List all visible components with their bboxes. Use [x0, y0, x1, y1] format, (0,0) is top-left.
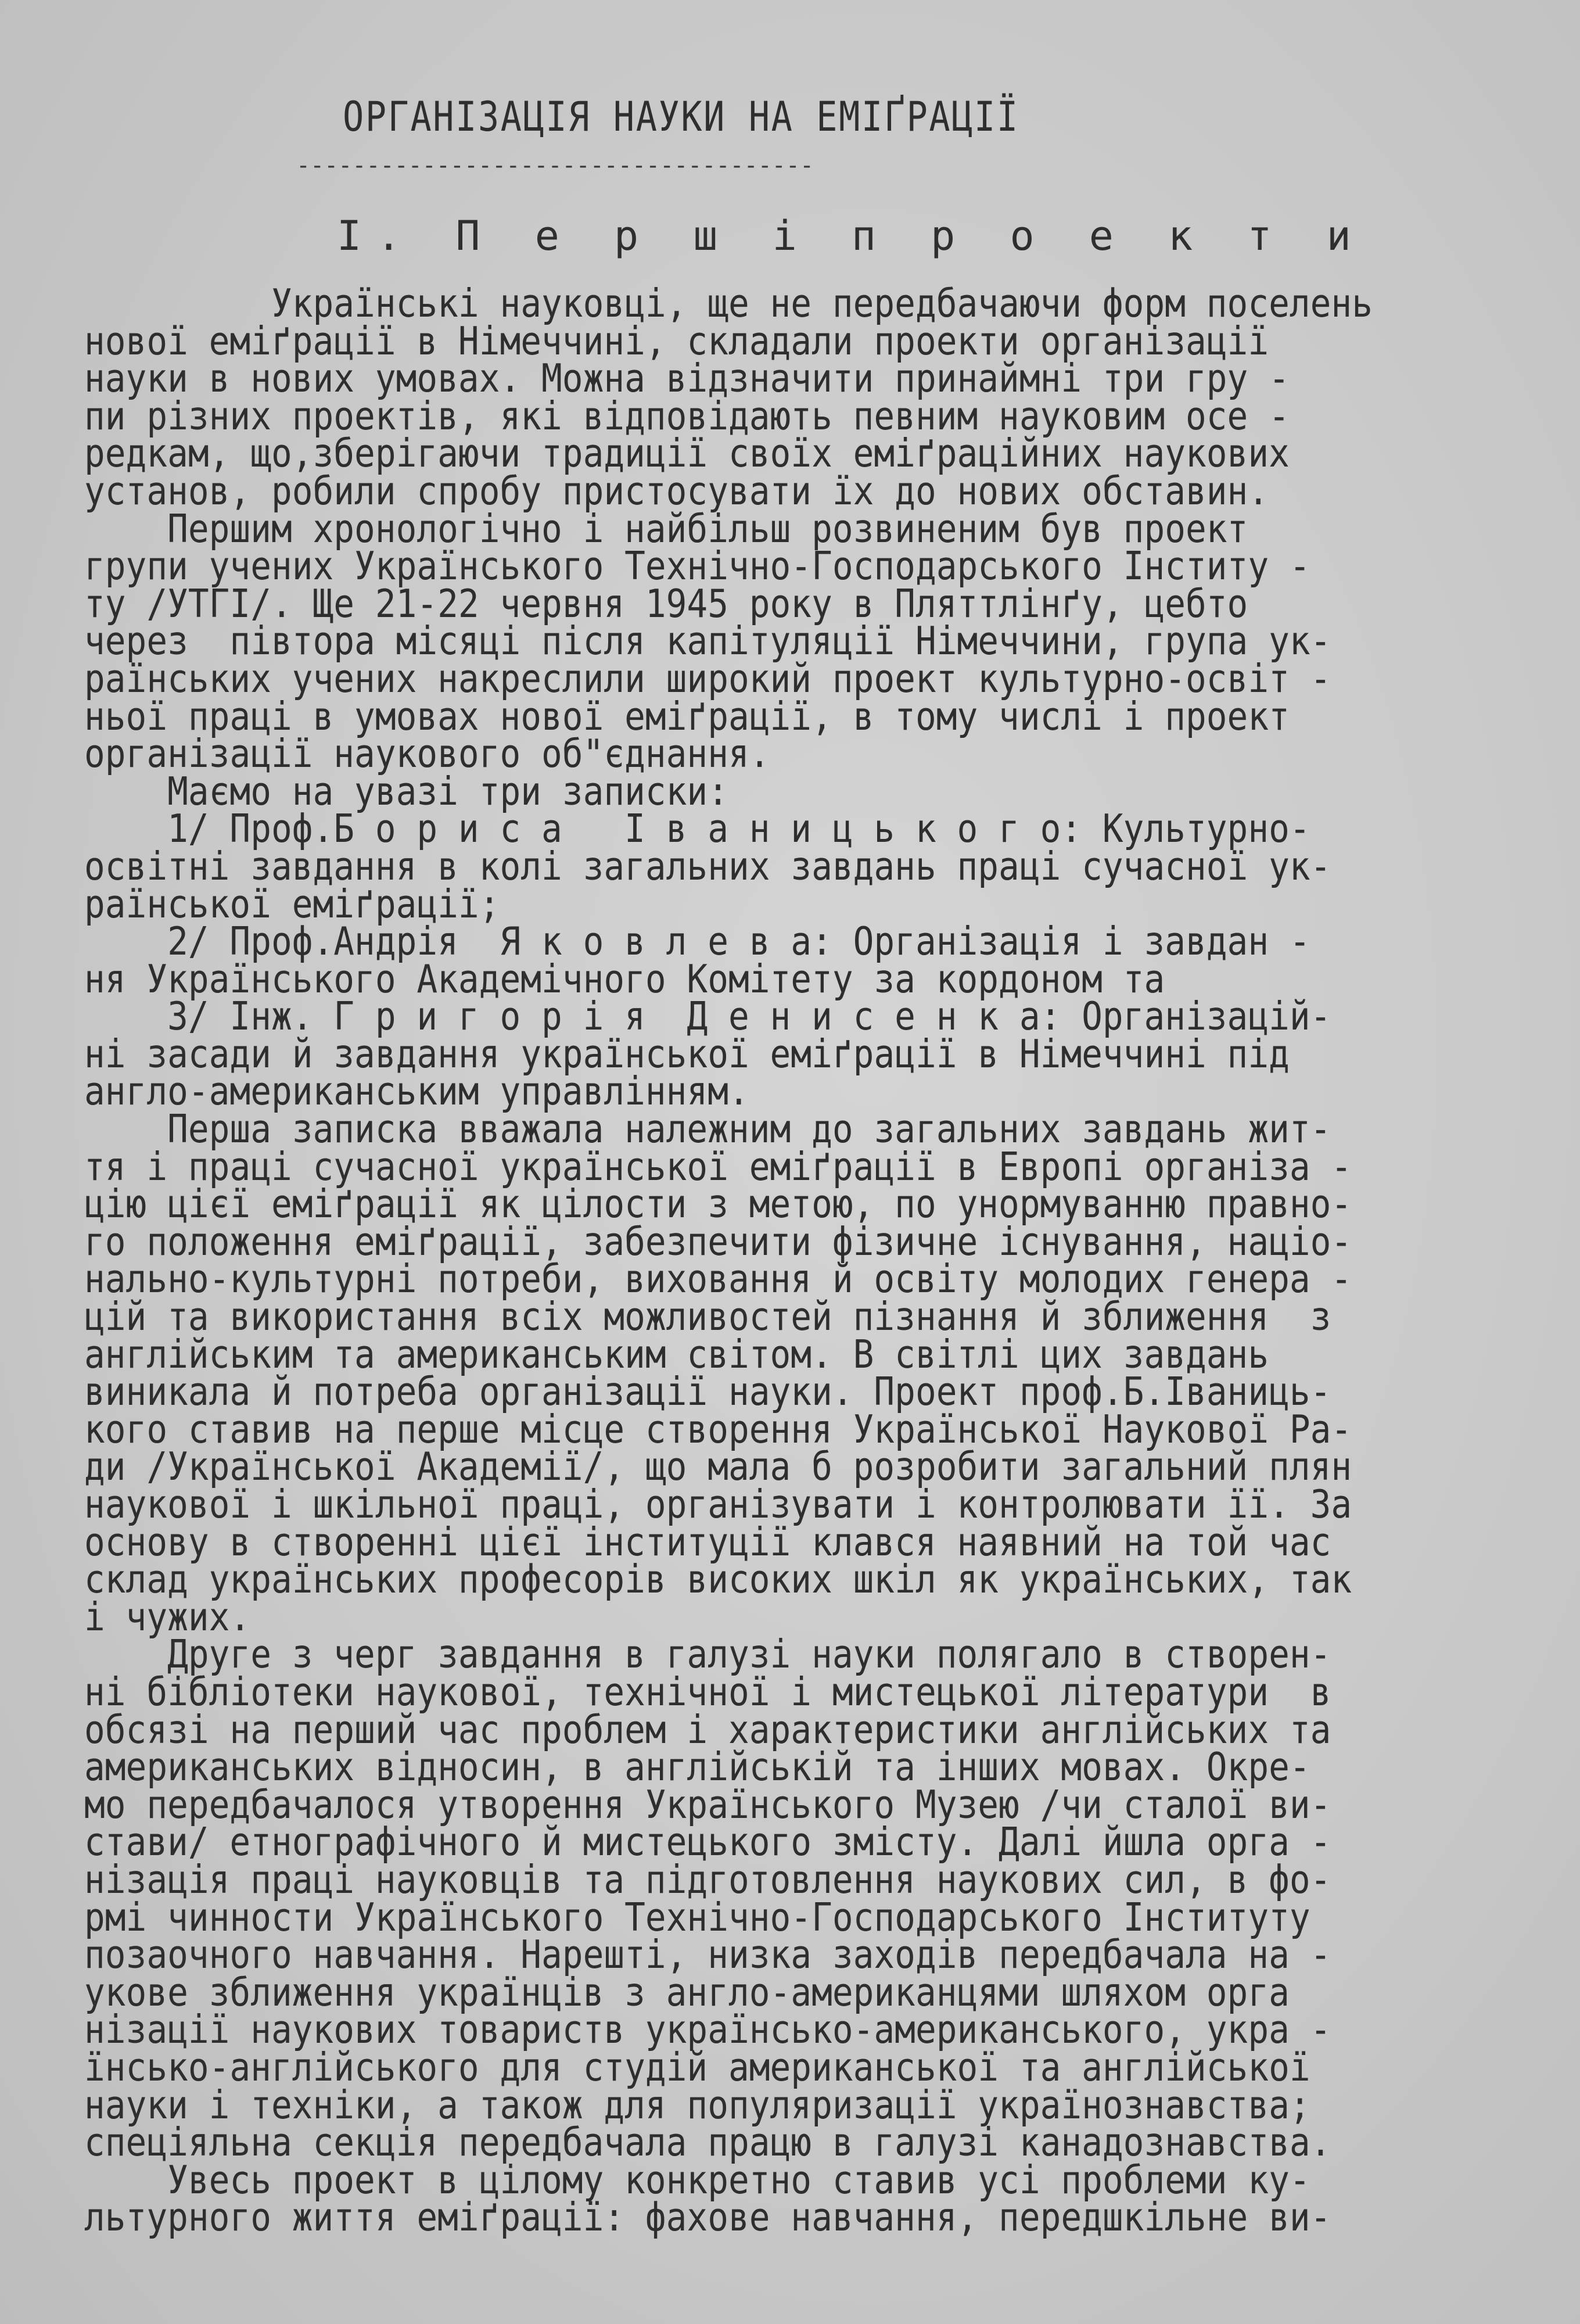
- text-line: 2/ Проф.Андрія Я к о в л е в а: Організація і завдан -: [84, 919, 1310, 964]
- text-line: 3/ Інж. Г р и г о р і я Д е н и с е н к а: Організацій-: [84, 994, 1331, 1039]
- text-line: ні засади й завдання української еміґрації в Німеччині під: [84, 1031, 1290, 1077]
- title-underline: -------------------------------------: [296, 152, 814, 179]
- text-line: льтурного життя еміґрації: фахове навчання, передшкільне ви-: [84, 2194, 1331, 2240]
- text-line: Перша записка вважала належним до загальних завдань жит-: [84, 1106, 1331, 1152]
- text-line: ня Українського Академічного Комітету за кордоном та: [84, 956, 1165, 1002]
- text-line: науки в нових умовах. Можна відзначити принаймні три гру -: [84, 356, 1290, 401]
- text-line: групи учених Українського Технічно-Господарського Інститу -: [84, 543, 1310, 589]
- text-line: стави/ етнографічного й мистецького змісту. Далі йшла орга -: [84, 1819, 1331, 1865]
- text-line: мо передбачалося утворення Українського Музею /чи сталої ви-: [84, 1781, 1331, 1827]
- text-line: кого ставив на перше місце створення Української Наукової Ра-: [84, 1406, 1352, 1452]
- text-line: Маємо на увазі три записки:: [84, 768, 728, 814]
- text-line: основу в створенні цієї інституції клався наявний на той час: [84, 1519, 1331, 1565]
- text-line: нізації наукових товариств українсько-американського, укра -: [84, 2007, 1331, 2053]
- text-line: пи різних проектів, які відповідають певним науковим осе -: [84, 393, 1290, 439]
- text-line: Першим хронологічно і найбільш розвиненим був проект: [84, 505, 1248, 551]
- text-line: їнсько-англійського для студій американської та англійської: [84, 2044, 1310, 2090]
- text-line: ту /УТГІ/. Ще 21-22 червня 1945 року в Пляттлінґу, цебто: [84, 580, 1248, 626]
- text-line: спеціяльна секція передбачала працю в галузі канадознавства.: [84, 2119, 1331, 2165]
- text-line: наукової і шкільної праці, організувати і контролювати її. За: [84, 1482, 1352, 1527]
- text-line: ди /Української Академії/, що мала б розробити загальний плян: [84, 1444, 1352, 1490]
- text-line: Увесь проект в цілому конкретно ставив усі проблеми ку-: [84, 2157, 1310, 2203]
- text-line: і чужих.: [84, 1594, 251, 1640]
- document-title: ОРГАНІЗАЦІЯ НАУКИ НА ЕМІҐРАЦІЇ: [343, 93, 1019, 141]
- text-line: освітні завдання в колі загальних завдань праці сучасної ук-: [84, 843, 1331, 889]
- text-line: тя і праці сучасної української еміґрації в Европі організа -: [84, 1143, 1352, 1189]
- text-line: організації наукового об"єднання.: [84, 731, 770, 777]
- text-line: раїнської еміґрації;: [84, 881, 500, 927]
- text-line: англійським та американським світом. В світлі цих завдань: [84, 1331, 1269, 1377]
- text-line: американських відносин, в англійській та інших мовах. Окре-: [84, 1744, 1310, 1790]
- text-line: установ, робили спробу пристосувати їх до нових обставин.: [84, 468, 1269, 514]
- text-line: нально-культурні потреби, виховання й освіту молодих генера -: [84, 1256, 1352, 1302]
- text-line: раїнських учених накреслили широкий проект культурно-освіт -: [84, 655, 1331, 701]
- text-line: склад українських професорів високих шкіл як українських, так: [84, 1556, 1352, 1602]
- text-line: нізація праці науковців та підготовлення наукових сил, в фо-: [84, 1856, 1331, 1902]
- text-line: позаочного навчання. Нарешті, низка заходів передбачала на -: [84, 1932, 1331, 1978]
- text-line: через півтора місяці після капітуляції Німеччини, група ук-: [84, 618, 1331, 664]
- text-line: виникала й потреба організації науки. Проект проф.Б.Іваниць-: [84, 1369, 1331, 1415]
- text-line: Друге з черг завдання в галузі науки полягало в створен-: [84, 1631, 1331, 1677]
- text-line: рмі чинности Українського Технічно-Господарського Інституту: [84, 1894, 1310, 1940]
- text-line: Українські науковці, ще не передбачаючи форм поселень: [84, 281, 1373, 326]
- text-line: англо-американським управлінням.: [84, 1068, 749, 1114]
- body-text: [84, 281, 1513, 2240]
- text-line: го положення еміґрації, забезпечити фізичне існування, націо-: [84, 1218, 1352, 1264]
- text-line: обсязі на перший час проблем і характеристики англійських та: [84, 1706, 1331, 1752]
- text-line: укове зближення українців з англо-американцями шляхом орга: [84, 1969, 1290, 2015]
- text-line: цію цієї еміґрації як цілости з метою, по унормуванню правно-: [84, 1181, 1352, 1227]
- text-line: нової еміґрації в Німеччині, складали проекти організації: [84, 318, 1269, 364]
- text-line: цій та використання всіх можливостей пізнання й зближення з: [84, 1294, 1331, 1340]
- text-line: ні бібліотеки наукової, технічної і мистецької літератури в: [84, 1669, 1331, 1715]
- text-line: науки і техніки, а також для популяризації українознавства;: [84, 2082, 1310, 2128]
- text-line: 1/ Проф.Б о р и с а І в а н и ц ь к о г о: Культурно-: [84, 806, 1310, 852]
- section-heading: І. П е р ш і п р о е к т и: [337, 212, 1366, 260]
- text-line: редкам, що,зберігаючи традиції своїх еміґраційних наукових: [84, 431, 1290, 476]
- text-line: ньої праці в умовах нової еміґрації, в тому числі і проект: [84, 693, 1290, 739]
